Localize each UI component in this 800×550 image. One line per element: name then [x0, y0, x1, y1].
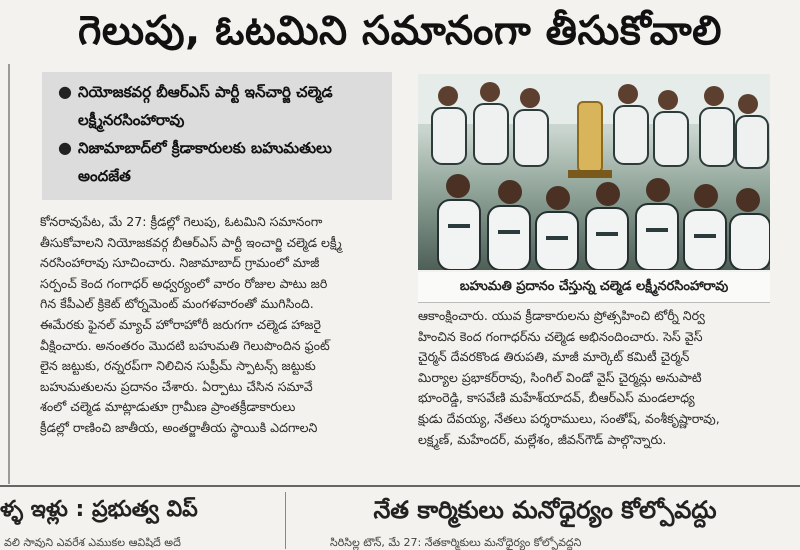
highlight-item [58, 134, 382, 190]
article-line: క్రీడల్లో రాణించి జాతీయ, అంతర్జాతీయ స్థాయికి ఎదగాలని [40, 419, 318, 435]
article-line: తీసుకోవాలని నియోజకవర్గ బీఆర్ఎస్ పార్టీ ఇంచార్జి చల్మెడ లక్ష్మీ [40, 234, 342, 250]
bullet-icon: ● [58, 82, 72, 101]
column-divider [285, 492, 286, 549]
highlight-text: నిజామాబాద్‌లో క్రీడాకారులకు బహుమతులు అందజేత [78, 139, 332, 185]
news-photo [418, 74, 770, 270]
highlight-item [58, 78, 382, 134]
article-line: క్షుడు దేవయ్య, నేతలు పర్శరాములు, సంతోష్, వంశీకృష్ణారావు, [418, 410, 720, 426]
article-line: ఈమేరకు ఫైనల్ మ్యాచ్ హోరాహోరీ జరుగగా చల్మెడ హాజరై [40, 316, 321, 332]
article-line: వీక్షించారు. అనంతరం మొదటి బహుమతి గెలుపొందిన ఫ్రంట్ [40, 337, 330, 353]
article-line: లైన జట్టుకు, రన్నరప్‌గా నిలిచిన సుప్రీమ్ స్పాటన్స్ జట్టుకు [40, 358, 316, 374]
page-headline: గెలుపు, ఓటమిని సమానంగా తీసుకోవాలి [78, 8, 722, 54]
cutoff-text-left: వలి సావుని ఎవరేశ ఎముకల ఆవిషిదే అదే [4, 536, 181, 549]
article-line: కోనరావుపేట, మే 27: క్రీడల్లో గెలుపు, ఓటమిని సమానంగా [40, 214, 323, 229]
column-rule [8, 64, 10, 484]
article-line: సర్పంచ్ కెంద గంగాధర్ అధ్వర్యంలో వారం రోజుల పాటు జరి [40, 275, 328, 291]
article-line: బహుమతులను ప్రదానం చేశారు. ఏర్పాటు చేసిన సమావే [40, 378, 313, 394]
article-line: శంలో చల్మెడ మాట్లాడుతూ గ్రామీణ ప్రాంతక్రీడాకారులు [40, 399, 296, 415]
article-line: నరసింహారావు సూచించారు. నిజామాబాద్ గ్రామంలో మాజీ [40, 255, 320, 271]
bullet-icon: ● [58, 138, 72, 157]
highlights-box [42, 72, 392, 200]
next-article-headline-right: నేత కార్మికులు మనోధైర్యం కోల్పోవద్దు [373, 496, 717, 524]
article-line: లక్ష్మణ్, మహేందర్, మల్లేశం, జీవన్‌గౌడ్ పాల్గొన్నారు. [418, 431, 667, 447]
highlight-text: నియోజకవర్గ బీఆర్ఎస్ పార్టీ ఇన్‌చార్జి చల్మెడ లక్ష్మీనరసింహారావు [78, 83, 333, 129]
section-separator [0, 485, 800, 487]
cutoff-text-right: సిరిసిల్ల టౌన్, మే 27: నేతకార్మికులు మనోధైర్యం కోల్పోవద్దని [330, 536, 582, 549]
article-line: ఆకాంక్షించారు. యువ క్రీడాకారులను ప్రోత్సహించి టోర్నీ నిర్వ [418, 308, 705, 323]
team-photo-illustration [418, 74, 770, 270]
article-column-left [40, 212, 396, 474]
article-line: భూంరెడ్డి, కాసవేణి మహేశ్‌యాదవ్, బీఆర్ఎస్ మండలాధ్య [418, 390, 695, 406]
photo-caption: బహుమతి ప్రదానం చేస్తున్న చల్మెడ లక్ష్మీనరసింహారావు [418, 272, 770, 303]
article-line: చైర్మన్ దేవరకొండ తిరుపతి, మాజీ మార్కెట్ కమిటీ చైర్మన్ [418, 349, 690, 365]
article-column-right [418, 306, 772, 476]
article-line: మిర్యాల ప్రభాకర్‌రావు, సింగిల్ విండో వైస్ చైర్మన్లు అనుపాటి [418, 369, 702, 385]
article-line: హించిన కెంద గంగాధర్‌ను చల్మెడ అభినందించారు. సెస్ వైస్ [418, 328, 703, 344]
article-line: గిన కేపీఎల్ క్రికెట్ టోర్నమెంట్ మంగళవారంతో ముగిసింది. [40, 296, 314, 312]
next-article-headline-left: ళ్ళ ఇళ్లు : ప్రభుత్వ విప్ [0, 497, 198, 522]
